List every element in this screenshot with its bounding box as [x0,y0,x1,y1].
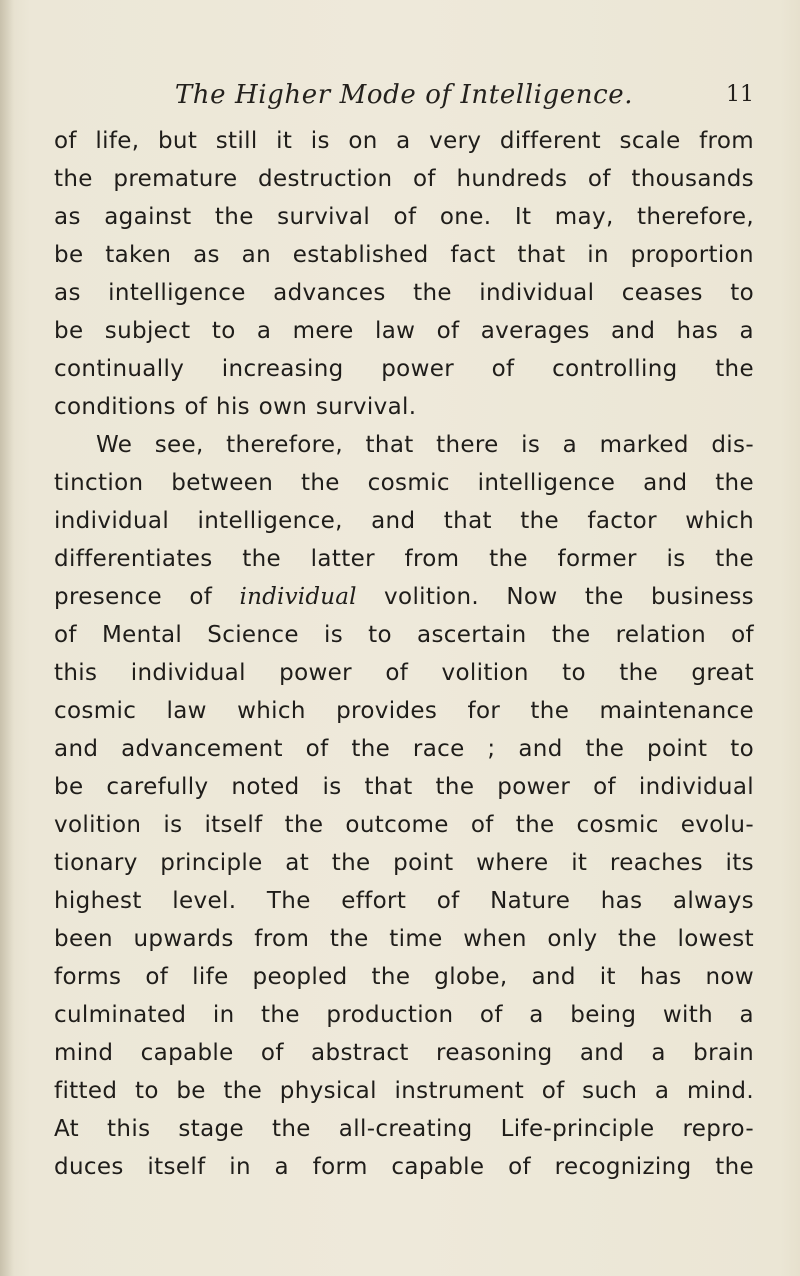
text-line: as intelligence advances the individual ceases to [54,280,754,306]
text-line: highest level. The effort of Nature has always [54,888,754,914]
text-line-with-italic [54,578,754,616]
text-line: forms of life peopled the globe, and it has now [54,964,754,990]
running-title: The Higher Mode of Intelligence. [174,80,634,110]
text-line: been upwards from the time when only the lowest [54,926,754,952]
text-line: as against the survival of one. It may, therefore, [54,204,754,230]
body-text [54,122,754,1186]
text-line: be carefully noted is that the power of individual [54,774,754,800]
text-line: duces itself in a form capable of recognizing the [54,1154,754,1180]
text-line: At this stage the all-creating Life-principle repro- [54,1116,754,1142]
text-line: of Mental Science is to ascertain the relation of [54,622,754,648]
text-line: this individual power of volition to the great [54,660,754,686]
text-line: the premature destruction of hundreds of thousands [54,166,754,192]
text-segment: presence of [54,584,240,610]
page-gutter-shadow [0,0,14,1276]
text-segment: volition. Now the business [356,584,754,610]
text-line-paragraph-end: conditions of his own survival. [54,394,417,420]
page-number: 11 [726,82,754,107]
text-line: culminated in the production of a being with a [54,1002,754,1028]
text-line: fitted to be the physical instrument of such a mind. [54,1078,754,1104]
italic-emphasis: individual [239,584,357,610]
text-line: individual intelligence, and that the factor which [54,508,754,534]
text-line: tionary principle at the point where it reaches its [54,850,754,876]
text-line: volition is itself the outcome of the cosmic evolu- [54,812,754,838]
text-line: tinction between the cosmic intelligence and the [54,470,754,496]
text-line: be taken as an established fact that in proportion [54,242,754,268]
text-line: and advancement of the race ; and the point to [54,736,754,762]
text-line: be subject to a mere law of averages and has a [54,318,754,344]
text-line: continually increasing power of controlling the [54,356,754,382]
text-line: differentiates the latter from the former is the [54,546,754,572]
page-header [54,80,754,120]
text-line: mind capable of abstract reasoning and a brain [54,1040,754,1066]
text-line-paragraph-start: We see, therefore, that there is a marked dis- [96,432,754,458]
text-line: cosmic law which provides for the maintenance [54,698,754,724]
text-line: of life, but still it is on a very different scale from [54,128,754,154]
